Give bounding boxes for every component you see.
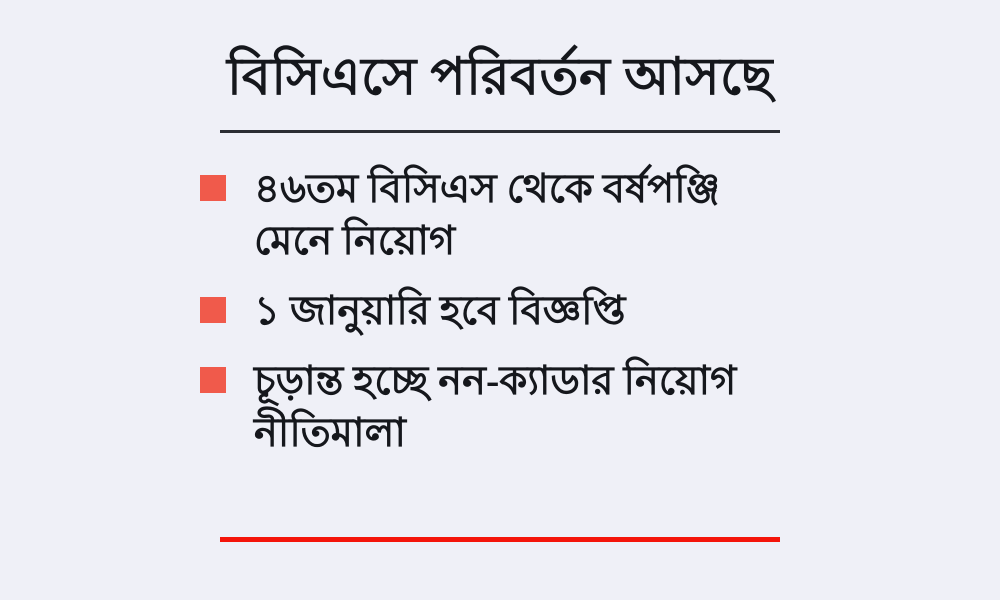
list-item [200,355,800,459]
list-item [200,163,800,267]
page-title: বিসিএসে পরিবর্তন আসছে [226,49,774,106]
list-item-label: ১ জানুয়ারি হবে বিজ্ঞপ্তি [254,287,626,333]
list-item-label: ৪৬তম বিসিএস থেকে বর্ষপঞ্জি মেনে নিয়োগ [254,165,720,263]
list-item-label: চূড়ান্ত হচ্ছে নন-ক্যাডার নিয়োগ নীতিমালা [254,357,737,455]
square-bullet-icon [200,367,226,393]
list-item [200,285,800,337]
square-bullet-icon [200,297,226,323]
bullet-list [200,163,800,477]
headline-divider [220,130,780,133]
footer-divider [220,537,780,542]
square-bullet-icon [200,175,226,201]
